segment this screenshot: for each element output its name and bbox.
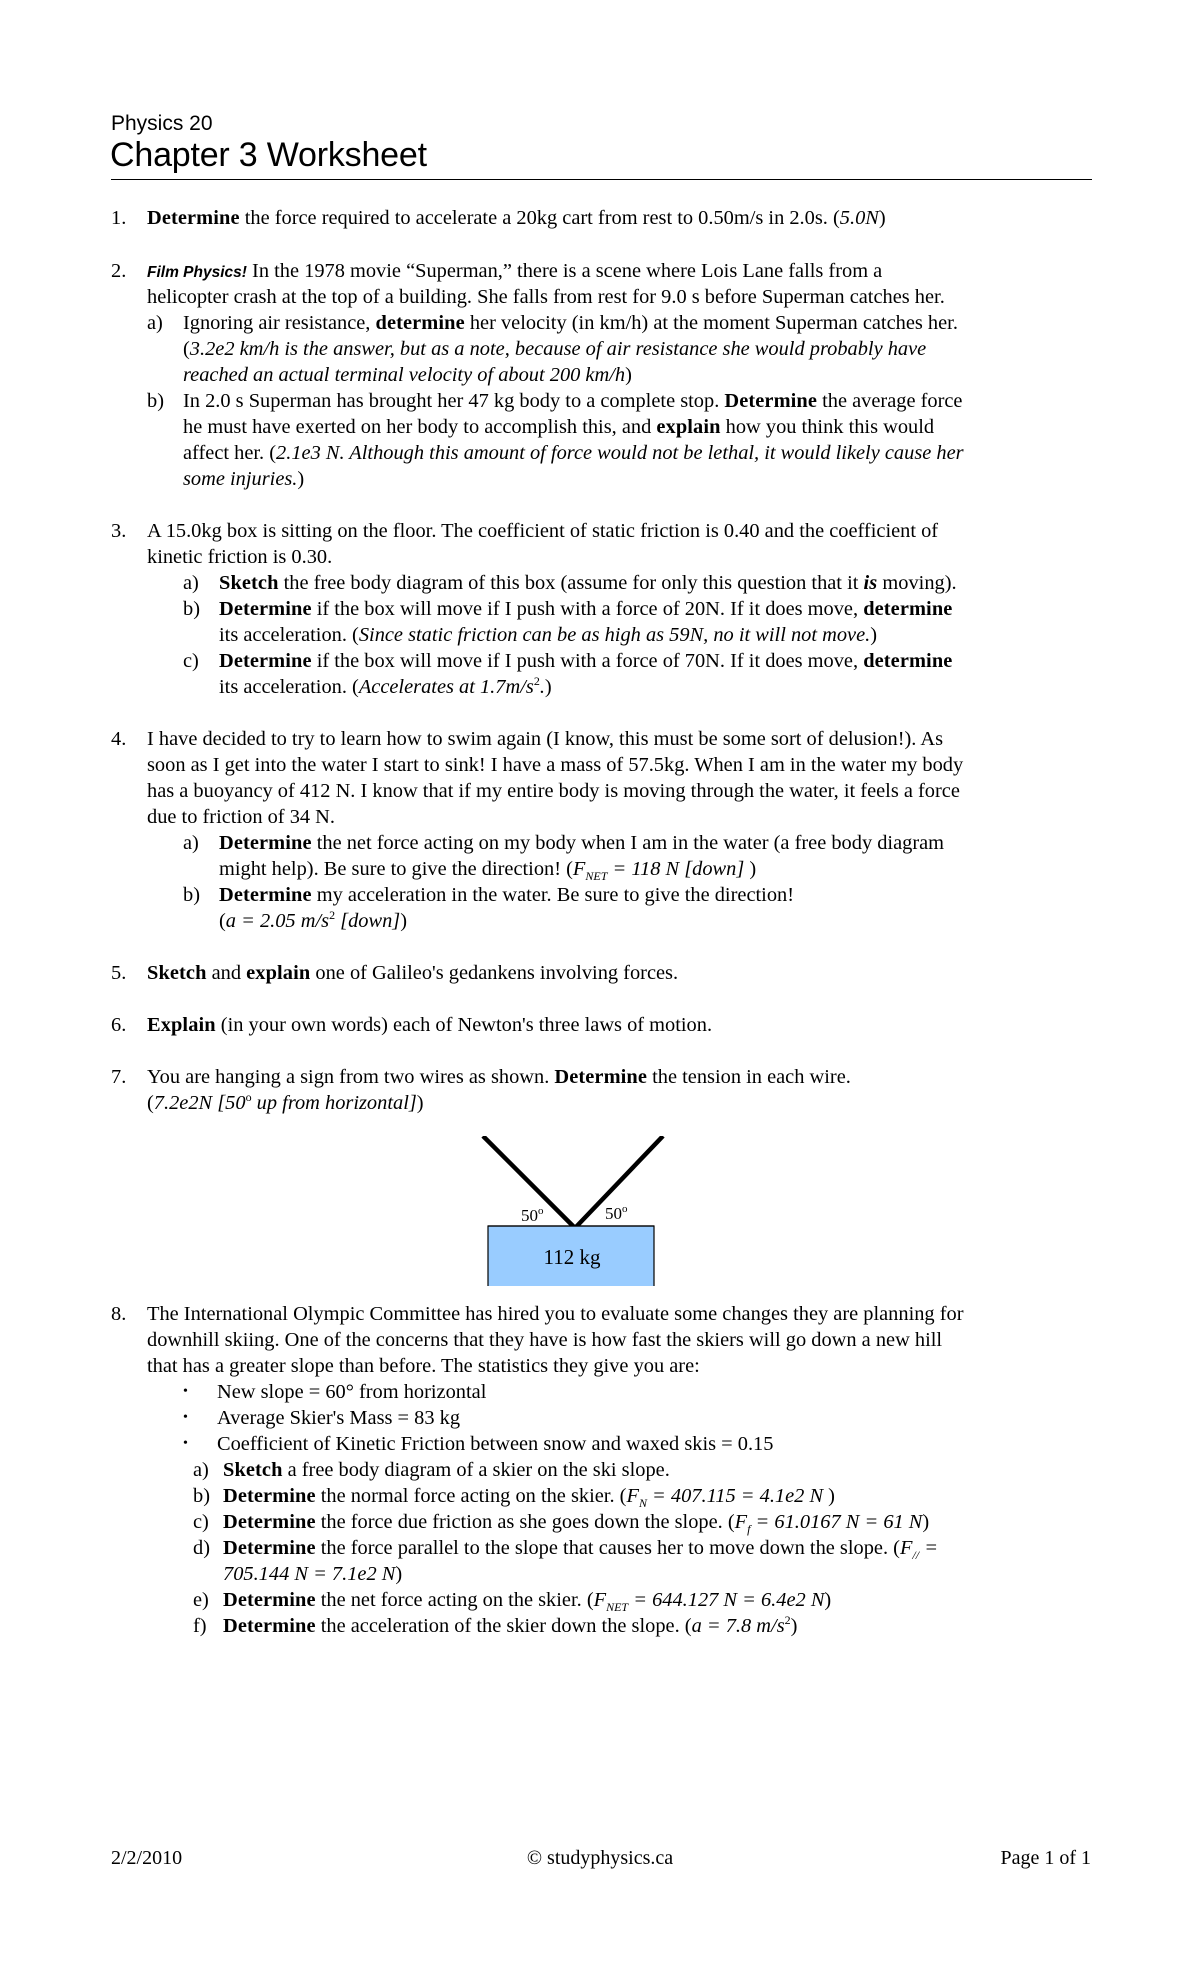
text-run: Determine [223, 1537, 316, 1559]
text-run: 2.1e3 N. Although this amount of force would not be lethal, it would likely cause her [276, 442, 964, 464]
bullet-1-marker: • [183, 1384, 188, 1399]
q8-part-c-label: c) [193, 1511, 209, 1533]
text-run: Determine [219, 650, 312, 672]
text-run: ) [544, 676, 552, 698]
text-run: [down] [335, 910, 401, 932]
title-rule [111, 179, 1092, 180]
text-run: ) [922, 1511, 930, 1533]
q2-part-a-label: a) [147, 312, 163, 334]
q2-text-line-2 [147, 285, 945, 309]
text-run: F [572, 858, 586, 880]
text-run: the force parallel to the slope that causes her to move down the slope. ( [315, 1537, 900, 1559]
q7-number: 7. [111, 1066, 127, 1088]
q6-number: 6. [111, 1014, 127, 1036]
q4-text-line-3 [147, 779, 960, 803]
text-run: New slope = 60° from horizontal [217, 1381, 487, 1403]
text-run: Accelerates at 1.7m/s [358, 676, 534, 698]
text-run: downhill skiing. One of the concerns that they have is how fast the skiers will go down a new hill [147, 1329, 943, 1351]
q3-part-c-line-2 [219, 675, 552, 699]
hanging-sign-diagram [474, 1136, 714, 1286]
text-run: Average Skier's Mass = 83 kg [217, 1407, 461, 1429]
text-run: A 15.0kg box is sitting on the floor. The coefficient of static friction is 0.40 and the coefficient of [147, 520, 939, 542]
text-run: = 644.127 N = 6.4e2 N [628, 1589, 825, 1611]
q2-part-a-line-1 [183, 311, 958, 335]
q4-part-a-label: a) [183, 832, 199, 854]
text-run: my acceleration in the water. Be sure to give the direction! [311, 884, 795, 906]
text-run: if the box will move if I push with a force of 20N. If it does move, [311, 598, 864, 620]
text-run: Determine [219, 884, 312, 906]
text-run: NET [585, 869, 608, 884]
text-run: he must have exerted on her body to accomplish this, and [183, 416, 657, 438]
q4-text-line-1 [147, 727, 943, 751]
text-run: its acceleration. ( [219, 676, 359, 698]
q8-text-line-3 [147, 1354, 700, 1378]
text-run: In the 1978 movie “Superman,” there is a scene where Lois Lane falls from a [246, 260, 883, 282]
q5-text [147, 961, 678, 985]
q3-text-line-1 [147, 519, 938, 543]
text-run: ) [878, 207, 886, 229]
q1-number: 1. [111, 207, 127, 229]
text-run: o [245, 1090, 252, 1105]
q8-part-a-label: a) [193, 1459, 209, 1481]
q8-part-a-line-1 [223, 1458, 670, 1482]
q8-part-c-line-1 [223, 1510, 930, 1537]
q4-number: 4. [111, 728, 127, 750]
q3-part-c-line-1 [219, 649, 952, 673]
text-run: the net force acting on the skier. ( [315, 1589, 594, 1611]
text-run: her velocity (in km/h) at the moment Superman catches her. [464, 312, 958, 334]
text-run: 705.144 N = 7.1e2 N [223, 1563, 396, 1585]
q3-number: 3. [111, 520, 127, 542]
text-run: the free body diagram of this box (assume for only this question that it [278, 572, 864, 594]
q8-part-d-line-1 [223, 1536, 938, 1563]
q5-number: 5. [111, 962, 127, 984]
left-angle-label: 50$^o$ [521, 1205, 544, 1225]
text-run: moving). [877, 572, 957, 594]
right-angle-label: 50$^o$ [605, 1203, 628, 1223]
q2-part-a-line-3 [183, 363, 632, 387]
text-run: 5.0N [839, 207, 879, 229]
footer-site: © studyphysics.ca [526, 1847, 674, 1869]
text-run: the net force acting on my body when I am in the water (a free body diagram [311, 832, 945, 854]
text-run: ) [395, 1563, 403, 1585]
text-run: due to friction of 34 N. [147, 806, 336, 828]
q8-number: 8. [111, 1303, 127, 1325]
text-run: that has a greater slope than before. The statistics they give you are: [147, 1355, 700, 1377]
text-run: ( [183, 338, 190, 360]
q2-part-b-label: b) [147, 390, 164, 412]
text-run: the average force [817, 390, 963, 412]
text-run: You are hanging a sign from two wires as shown. [147, 1066, 555, 1088]
text-run: Sketch [223, 1459, 283, 1481]
q8-bullet-3 [217, 1432, 773, 1456]
footer-page-number: Page 1 of 1 [1000, 1847, 1091, 1869]
text-run: F [626, 1485, 639, 1507]
text-run: f [747, 1522, 751, 1537]
text-run: Coefficient of Kinetic Friction between snow and waxed skis = 0.15 [217, 1433, 774, 1455]
text-run: Determine [147, 207, 240, 229]
q8-part-b-label: b) [193, 1485, 210, 1507]
text-run: ( [147, 1092, 154, 1114]
q3-text-line-2 [147, 545, 332, 569]
text-run: the acceleration of the skier down the slope. ( [315, 1615, 692, 1637]
text-run: ( [219, 910, 226, 932]
text-run: // [912, 1548, 920, 1563]
q8-part-f-label: f) [193, 1615, 207, 1637]
q4-part-b-line-1 [219, 883, 794, 907]
text-run: Since static friction can be as high as 59N, no it will not move. [358, 624, 871, 646]
text-run: how you think this would [720, 416, 935, 438]
text-run: Determine [223, 1615, 316, 1637]
text-run: Explain [147, 1014, 216, 1036]
q8-part-e-label: e) [193, 1589, 209, 1611]
text-run: explain [656, 416, 721, 438]
text-run: ) [416, 1092, 424, 1114]
text-run: determine [863, 650, 953, 672]
text-run: 2 [784, 1613, 791, 1628]
q4-part-a-line-1 [219, 831, 944, 855]
text-run: the force required to accelerate a 20kg cart from rest to 0.50m/s in 2.0s. ( [239, 207, 840, 229]
text-run: a free body diagram of a skier on the ski slope. [282, 1459, 670, 1481]
text-run: = [919, 1537, 938, 1559]
text-run: a = 7.8 m/s [691, 1615, 785, 1637]
text-run: Sketch [219, 572, 279, 594]
q2-part-b-line-4 [183, 467, 304, 491]
q3-part-b-line-1 [219, 597, 952, 621]
text-run: Sketch [147, 962, 207, 984]
q2-part-a-line-2 [183, 337, 926, 361]
text-run: 3.2e2 km/h is the answer, but as a note, because of air resistance she would probably have [189, 338, 927, 360]
q7-text-line-1 [147, 1065, 851, 1089]
q8-bullet-2 [217, 1406, 460, 1430]
q4-part-a-line-2 [219, 857, 757, 884]
text-run: I have decided to try to learn how to swim again (I know, this must be some sort of delusion!). As [147, 728, 944, 750]
q4-part-b-label: b) [183, 884, 200, 906]
q2-number: 2. [111, 260, 127, 282]
text-run: helicopter crash at the top of a building. She falls from rest for 9.0 s before Superman catches her. [147, 286, 945, 308]
text-run: ) [625, 364, 632, 386]
q2-part-b-line-1 [183, 389, 962, 413]
text-run: ) [749, 858, 757, 880]
text-run: = 407.115 = 4.1e2 N [646, 1485, 829, 1507]
text-run: = 61.0167 N = 61 N [750, 1511, 923, 1533]
q8-part-f-line-1 [223, 1614, 797, 1638]
text-run: a = 2.05 m/s [225, 910, 330, 932]
text-run: determine [863, 598, 953, 620]
q4-text-line-2 [147, 753, 963, 777]
text-run: 2 [329, 908, 336, 923]
text-run: ) [870, 624, 878, 646]
q3-part-b-line-2 [219, 623, 877, 647]
text-run: some injuries. [183, 468, 298, 490]
q3-part-a-line-1 [219, 571, 957, 595]
q6-text [147, 1013, 712, 1037]
text-run: Determine [223, 1485, 316, 1507]
text-run: one of Galileo's gedankens involving forces. [310, 962, 679, 984]
text-run: F [593, 1589, 607, 1611]
text-run: Determine [223, 1511, 316, 1533]
q4-text-line-4 [147, 805, 335, 829]
text-run: kinetic friction is 0.30. [147, 546, 333, 568]
q8-text-line-2 [147, 1328, 942, 1352]
text-run: NET [606, 1600, 629, 1615]
text-run: The International Olympic Committee has hired you to evaluate some changes they are planning for [147, 1303, 964, 1325]
q2-part-b-line-2 [183, 415, 934, 439]
text-run: affect her. ( [183, 442, 277, 464]
text-run: the tension in each wire. [647, 1066, 851, 1088]
text-run: Film Physics! [147, 264, 247, 281]
text-run: F [899, 1537, 913, 1559]
q8-part-d-label: d) [193, 1537, 210, 1559]
q7-text-line-2 [147, 1091, 424, 1115]
q8-part-d-line-2 [223, 1562, 402, 1586]
text-run: 7.2e2N [50 [153, 1092, 246, 1114]
bullet-3-marker: • [183, 1436, 188, 1451]
text-run: and [206, 962, 247, 984]
text-run: Determine [219, 598, 312, 620]
q8-text-line-1 [147, 1302, 964, 1326]
text-run: 2 [533, 674, 540, 689]
course-name: Physics 20 [111, 112, 213, 135]
q1-text [147, 206, 886, 230]
text-run: might help). Be sure to give the direction! ( [219, 858, 573, 880]
q3-part-b-label: b) [183, 598, 200, 620]
text-run: ) [790, 1615, 798, 1637]
text-run: soon as I get into the water I start to sink! I have a mass of 57.5kg. When I am in the water my body [147, 754, 964, 776]
text-run: (in your own words) each of Newton's three laws of motion. [215, 1014, 713, 1036]
text-run: if the box will move if I push with a force of 70N. If it does move, [311, 650, 864, 672]
q3-part-c-label: c) [183, 650, 199, 672]
text-run: is [863, 572, 878, 594]
q8-part-e-line-1 [223, 1588, 832, 1615]
text-run: In 2.0 s Superman has brought her 47 kg body to a complete stop. [183, 390, 725, 412]
text-run: F [734, 1511, 748, 1533]
q8-bullet-1 [217, 1380, 486, 1404]
text-run: ) [400, 910, 408, 932]
page-title: Chapter 3 Worksheet [110, 136, 427, 174]
footer-date: 2/2/2010 [111, 1847, 183, 1869]
text-run: explain [246, 962, 311, 984]
text-run: the normal force acting on the skier. ( [315, 1485, 627, 1507]
text-run: = 118 N [down] [607, 858, 750, 880]
q4-part-b-line-2 [219, 909, 407, 933]
text-run: Determine [219, 832, 312, 854]
q2-text-line-1 [147, 259, 882, 285]
text-run: its acceleration. ( [219, 624, 359, 646]
text-run: ) [297, 468, 305, 490]
text-run: . [539, 676, 545, 698]
text-run: Determine [724, 390, 818, 412]
text-run: N [638, 1496, 647, 1511]
q8-part-b-line-1 [223, 1484, 835, 1511]
text-run: ) [828, 1485, 835, 1507]
text-run: reached an actual terminal velocity of about 200 km/h [183, 364, 626, 386]
text-run: determine [375, 312, 465, 334]
text-run: Ignoring air resistance, [183, 312, 376, 334]
mass-label: 112 kg [543, 1245, 601, 1269]
q2-part-b-line-3 [183, 441, 964, 465]
text-run: up from horizontal] [251, 1092, 417, 1114]
text-run: has a buoyancy of 412 N. I know that if my entire body is moving through the water, it feels a force [147, 780, 960, 802]
text-run: ) [824, 1589, 832, 1611]
text-run: the force due friction as she goes down the slope. ( [315, 1511, 735, 1533]
text-run: Determine [223, 1589, 316, 1611]
q3-part-a-label: a) [183, 572, 199, 594]
text-run: Determine [554, 1066, 648, 1088]
bullet-2-marker: • [183, 1410, 188, 1425]
